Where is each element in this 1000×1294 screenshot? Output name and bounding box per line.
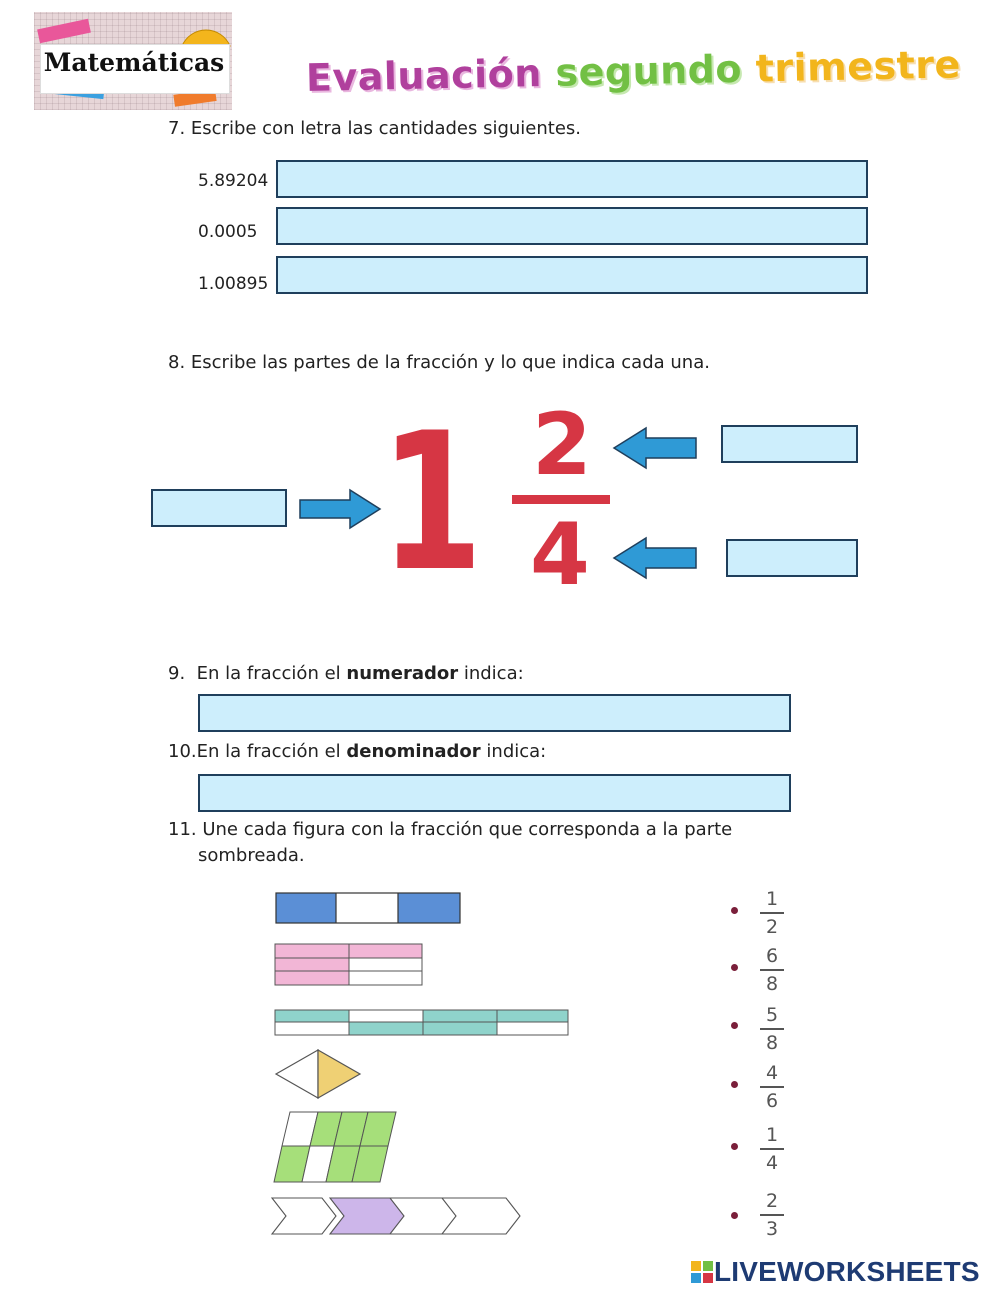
- question-10-bold: denominador: [346, 741, 481, 762]
- question-8: 8. Escribe las partes de la fracción y lo que indica cada una.: [168, 352, 710, 373]
- match-dot-2[interactable]: [731, 964, 738, 971]
- amount-answer-3-input[interactable]: [276, 256, 868, 294]
- question-10-suffix: indica:: [480, 741, 547, 762]
- question-9-prefix: 9. En la fracción el: [168, 663, 347, 684]
- match-dot-3[interactable]: [731, 1022, 738, 1029]
- question-7: 7. Escribe con letra las cantidades siguientes.: [168, 118, 581, 139]
- question-9: [168, 663, 524, 684]
- fraction-2-bar: [760, 969, 784, 971]
- fraction-option-4: [760, 1062, 784, 1112]
- question-10: [168, 741, 546, 762]
- logo-text: Matemáticas: [43, 48, 225, 77]
- fraction-option-6: [760, 1190, 784, 1240]
- amount-label-1: 5.89204: [198, 171, 269, 191]
- pink-ruler-icon: [37, 19, 91, 44]
- fraction-option-3: [760, 1004, 784, 1054]
- figure-parallelogram-grid: [272, 1110, 400, 1186]
- fraction-5-bar: [760, 1148, 784, 1150]
- fraction-4-den: 6: [765, 1089, 779, 1112]
- fraction-6-num: 2: [765, 1190, 779, 1212]
- fraction-numerator: 2: [532, 395, 592, 495]
- numerator-meaning-input[interactable]: [198, 694, 791, 732]
- fraction-1-den: 2: [765, 915, 779, 938]
- fraction-6-bar: [760, 1214, 784, 1216]
- figure-bar-eighths: [272, 1008, 572, 1038]
- question-10-prefix: 10.En la fracción el: [168, 741, 347, 762]
- fraction-2-den: 8: [765, 972, 779, 995]
- fraction-1-bar: [760, 912, 784, 914]
- figure-grid-pink: [272, 942, 426, 988]
- fraction-5-num: 1: [765, 1124, 779, 1146]
- match-dot-1[interactable]: [731, 907, 738, 914]
- figure-bar-thirds: [274, 890, 464, 926]
- liveworksheets-logo: [690, 1256, 980, 1288]
- whole-part-input[interactable]: [151, 489, 287, 527]
- fraction-4-num: 4: [765, 1062, 779, 1084]
- fraction-5-den: 4: [765, 1151, 779, 1174]
- match-dot-5[interactable]: [731, 1143, 738, 1150]
- question-9-suffix: indica:: [458, 663, 524, 684]
- fraction-option-5: [760, 1124, 784, 1174]
- arrow-left-numerator-icon: [610, 426, 700, 470]
- amount-answer-1-input[interactable]: [276, 160, 868, 198]
- denominator-part-input[interactable]: [726, 539, 858, 577]
- fraction-bar: [512, 495, 610, 504]
- fraction-6-den: 3: [765, 1217, 779, 1240]
- page-title: [306, 42, 962, 100]
- title-part-1: Evaluación: [305, 51, 543, 100]
- fraction-option-2: [760, 945, 784, 995]
- title-part-3: trimestre: [755, 42, 962, 91]
- liveworksheets-text: LIVEWORKSHEETS: [714, 1256, 980, 1287]
- arrow-right-icon: [298, 488, 384, 530]
- amount-label-2: 0.0005: [198, 222, 258, 242]
- fraction-4-bar: [760, 1086, 784, 1088]
- fraction-denominator: 4: [530, 505, 590, 605]
- fraction-3-num: 5: [765, 1004, 779, 1026]
- header-logo: [34, 12, 232, 110]
- match-dot-6[interactable]: [731, 1212, 738, 1219]
- fraction-1-num: 1: [765, 888, 779, 910]
- amount-answer-2-input[interactable]: [276, 207, 868, 245]
- amount-label-3: 1.00895: [198, 274, 269, 294]
- denominator-meaning-input[interactable]: [198, 774, 791, 812]
- title-part-2: segundo: [555, 46, 743, 95]
- arrow-left-denominator-icon: [610, 536, 700, 580]
- liveworksheets-icon: [690, 1259, 714, 1285]
- mixed-number-whole: 1: [380, 392, 484, 613]
- match-dot-4[interactable]: [731, 1081, 738, 1088]
- fraction-2-num: 6: [765, 945, 779, 967]
- figure-diamond: [272, 1046, 364, 1102]
- figure-chevrons: [270, 1194, 526, 1238]
- question-9-bold: numerador: [346, 663, 459, 684]
- fraction-3-bar: [760, 1028, 784, 1030]
- numerator-part-input[interactable]: [721, 425, 858, 463]
- question-11-line-2: sombreada.: [198, 845, 305, 866]
- fraction-option-1: [760, 888, 784, 938]
- fraction-3-den: 8: [765, 1031, 779, 1054]
- question-11-line-1: 11. Une cada figura con la fracción que corresponda a la parte: [168, 819, 733, 840]
